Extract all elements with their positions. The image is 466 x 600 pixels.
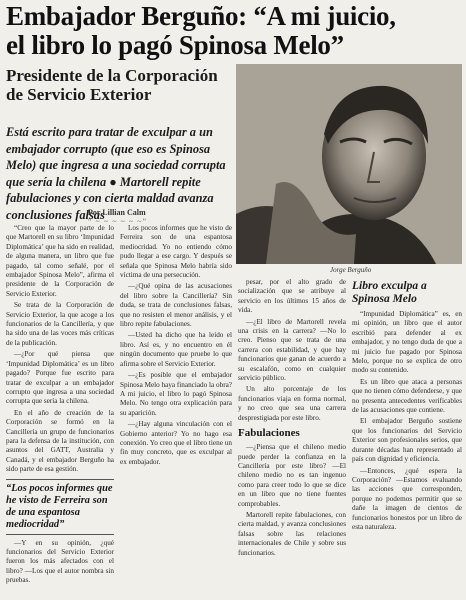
- section-heading: Fabulaciones: [238, 427, 300, 440]
- col2-paragraph: Los pocos informes que he visto de Ferreira son de una espantosa mediocridad. Yo no entiendo cómo pudo llegar a ese cargo. Y después se señala que Spinosa Melo habría sido víctima de una persecución.: [120, 224, 232, 280]
- col4-paragraph: —Entonces, ¿qué espera la Corporación? —Estamos evaluando las acciones que corresponden, porque no podemos permitir que se dañe la imagen de cientos de funcionarios honestos por un libro de esta naturaleza.: [352, 466, 462, 531]
- col3-paragraph: —¿El libro de Martorell revela una crisis en la carrera? —No lo creo. Pienso que se trata de una carrera con estabilidad, y que hay funcionarios que ganan de acuerdo a su escalafón, como en cualquier servicio público.: [238, 317, 346, 383]
- col4-paragraph: Es un libro que ataca a personas que no tienen cómo defenderse, y que no presenta antecedentes verificables de las acusaciones que contiene.: [352, 377, 462, 415]
- column-3: [238, 278, 346, 596]
- photo-credit: Jorge Berguño: [330, 266, 372, 274]
- col1-paragraph: En el año de creación de la Corporación se formó en la Cancillería un grupo de funcionarios para la defensa de la institución, con asuntos del GATT, Australia y Canadá, y el embajador Berguño ha sido parte de esa gestión.: [6, 408, 114, 474]
- col3-paragraph: Martorell repite fabulaciones, con cierta maldad, y avanza conclusiones falsas sobre las relaciones internacionales de Chile y sobre sus funcionarios.: [238, 510, 346, 557]
- byline-author: Por Lillian Calm: [88, 208, 146, 217]
- column-1: [6, 224, 114, 596]
- col2-paragraph: —¿Hay alguna vinculación con el Gobierno anterior? Yo no hago esa conexión. Yo creo que el libro tiene un fin muy concreto, que es exculpar al ex embajador.: [120, 420, 232, 466]
- pull-quote: “Los pocos informes que he visto de Ferreira son de una espantosa mediocridad”: [6, 479, 114, 535]
- col3-paragraph: pesar, por el alto grado de socialización que se atribuye al servicio en los últimos 15 años de vida.: [238, 278, 346, 315]
- col2-paragraph: —Usted ha dicho que ha leído el libro. Así es, y no encuentro en él ningún documento que pruebe lo que afirma sobre el Servicio Exterior.: [120, 331, 232, 368]
- headline-line-2: el libro lo pagó Spinosa Melo”: [6, 30, 344, 60]
- col4-paragraph: “Impunidad Diplomática” es, en mi opinión, un libro que el autor escribió para defender al ex embajador, y no tengo duda de que a mi juicio fue pagado por Spinosa Melo, porque no se explica de otro modo su contenido.: [352, 310, 462, 375]
- sidebar-title: Libro exculpa a Spinosa Melo: [352, 280, 427, 305]
- byline-sub: “ ~ ~ ~ ~ ~ ~”: [88, 217, 148, 226]
- headline: [6, 2, 462, 60]
- col2-paragraph: —¿Qué opina de las acusaciones del libro sobre la Cancillería? Sin duda, se trata de conclusiones falsas, que no resisten el menor análisis, y el libro repite fabulaciones.: [120, 282, 232, 329]
- col1-paragraph: —Y en su opinión, ¿qué funcionarios del Servicio Exterior fueron los más afectados con el libro? —Los que el autor nombra sin pruebas.: [6, 538, 114, 585]
- column-2: [120, 224, 232, 596]
- portrait-photo: [236, 64, 462, 264]
- headline-line-1: Embajador Berguño: “A mi juicio,: [6, 1, 396, 31]
- col1-paragraph: Se trata de la Corporación de Servicio Exterior, la que acoge a los funcionarios de la Cancillería, y que ha sido una de las voces más críticas de la publicación.: [6, 301, 114, 347]
- col3-paragraph: Un alto porcentaje de los funcionarios viaja en forma normal, y no creo que sea una carrera desprestigiada por este libro.: [238, 385, 346, 422]
- deck-text-2: Martorell repite fabulaciones y con cierta maldad avanza conclusiones falsas: [6, 174, 214, 222]
- col3-paragraph: —¿Piensa que el chileno medio puede perder la confianza en la Cancillería por este libro? —El chileno medio no es tan ingenuo como para creer todo lo que se dice en un libro que no tiene fuentes comprobables.: [238, 443, 346, 508]
- col2-paragraph: —¿Es posible que el embajador Spinosa Melo haya financiado la obra? A mi juicio, el libro lo pagó Spinosa Melo. No tengo otra explicación para su aparición.: [120, 371, 232, 417]
- col4-paragraph: El embajador Berguño sostiene que los funcionarios del Servicio Exterior son profesionales serios, que durante décadas han representado al país con dignidad y eficiencia.: [352, 417, 462, 464]
- col1-paragraph: —¿Por qué piensa que ‘Impunidad Diplomática’ es un libro pagado? Porque fue escrito para tratar de exculpar a un embajador corrupto que ingresa a una sociedad corrupta que sería la chilena.: [6, 350, 114, 406]
- bullet-icon: ●: [109, 174, 117, 189]
- subhead: Presidente de la Corporación de Servicio Exterior: [6, 66, 218, 104]
- column-4: [352, 280, 462, 596]
- portrait-illustration: [236, 64, 462, 264]
- deck-text-1: Está escrito para tratar de exculpar a un embajador corrupto (que eso es Spinosa Melo) que ingresa a una sociedad corrupta que sería la chilena: [6, 125, 226, 189]
- col1-paragraph: “Creo que la mayor parte de lo que Martorell en su libro ‘Impunidad Diplomática’ que ha sido en realidad, de alguna manera, un libro que fue pagado, tal como señalé, por el embajador Spinosa Melo”, afirma el presidente de la Corporación de Servicio Exterior.: [6, 224, 114, 298]
